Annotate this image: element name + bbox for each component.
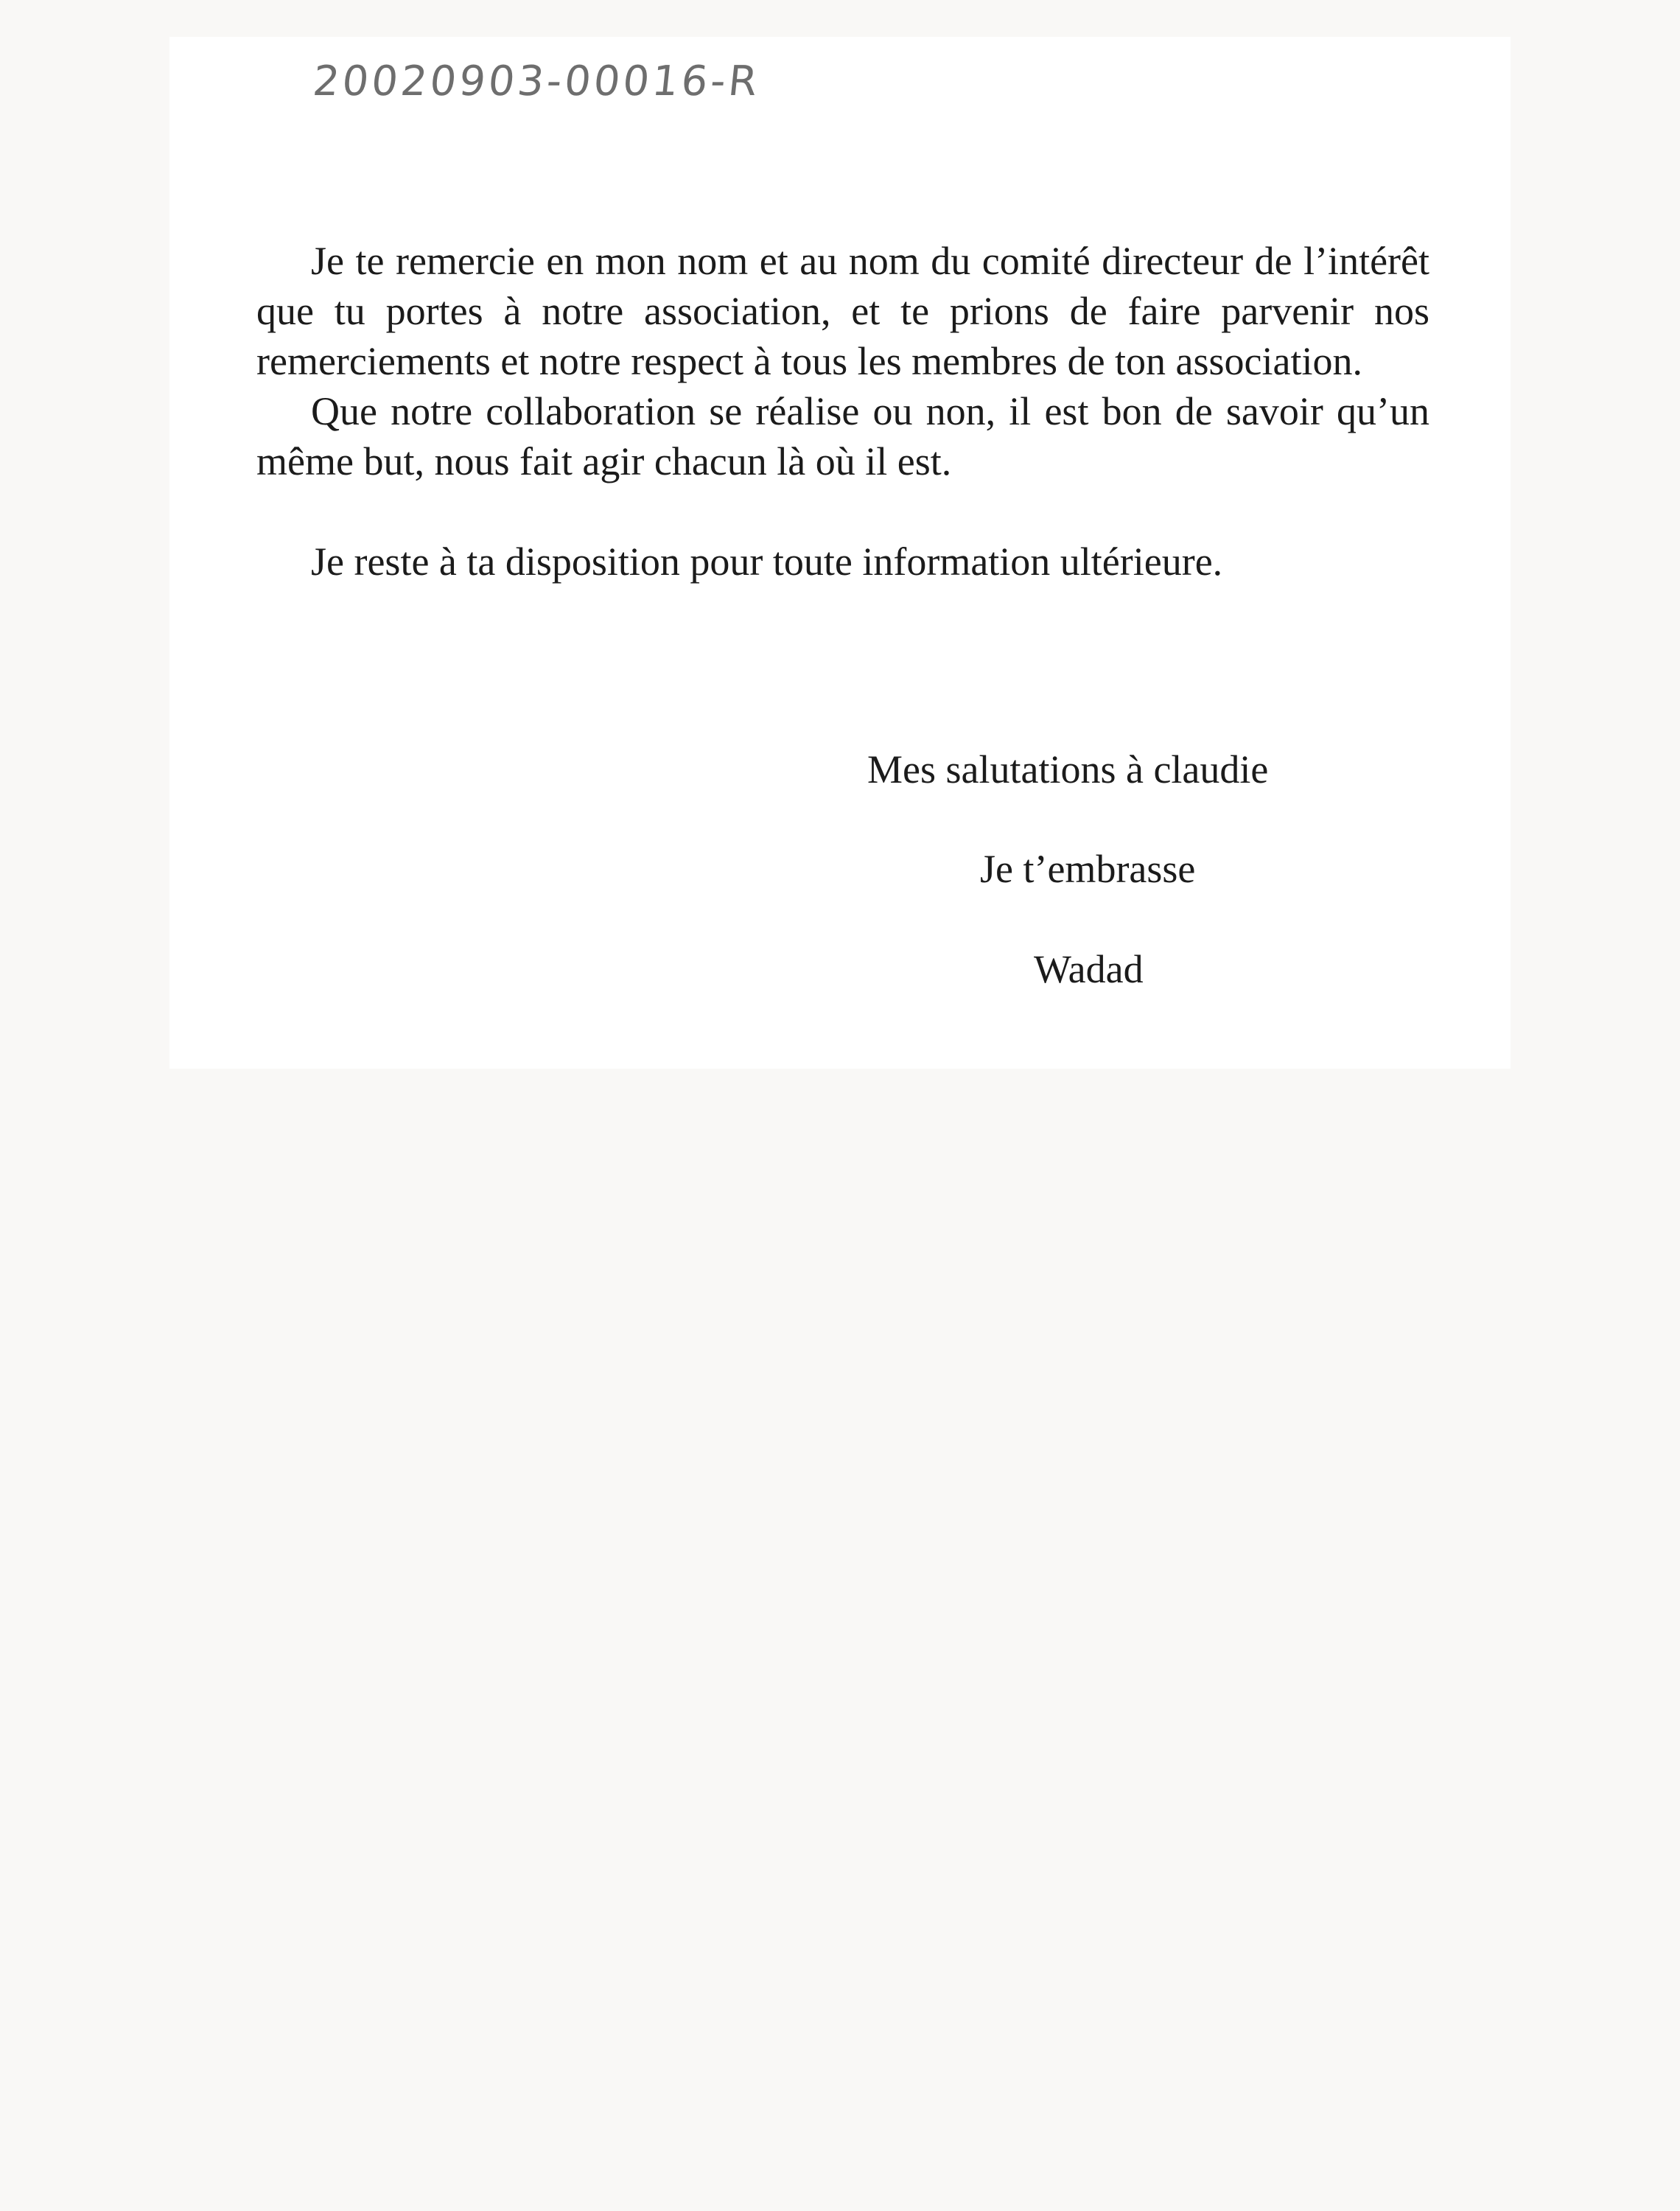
closing-embrace: Je t’embrasse <box>980 847 1196 891</box>
paragraph-disposition: Je reste à ta disposition pour toute information ultérieure. <box>311 539 1223 584</box>
letter-body <box>256 236 1429 587</box>
closing-salutation: Mes salutations à claudie <box>867 747 1269 792</box>
paragraph-thanks: Je te remercie en mon nom et au nom du comité directeur de l’intérêt que tu portes à notre association, et te prions de faire parvenir nos remerciements et notre respect à tous les membres de ton association. <box>256 239 1429 383</box>
paragraph-collaboration: Que notre collaboration se réalise ou non, il est bon de savoir qu’un même but, nous fait agir chacun là où il est. <box>256 389 1429 483</box>
handwritten-reference-number: 20020903-00016-R <box>310 57 763 105</box>
signature-name: Wadad <box>1034 947 1144 991</box>
